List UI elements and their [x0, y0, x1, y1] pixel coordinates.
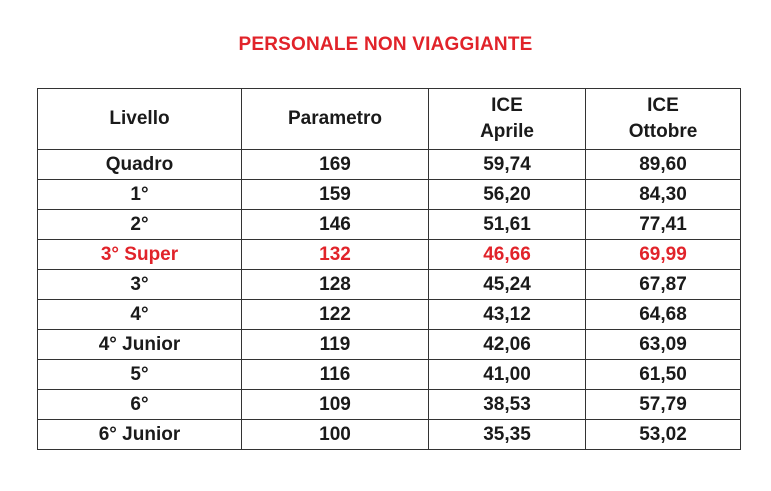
cell-ice-aprile: 59,74 — [429, 150, 586, 180]
cell-parametro: 159 — [242, 180, 429, 210]
cell-parametro: 109 — [242, 390, 429, 420]
header-ice-ottobre — [586, 89, 741, 150]
cell-livello: 2° — [38, 210, 242, 240]
cell-ice-ottobre: 57,79 — [586, 390, 741, 420]
header-livello — [38, 89, 242, 150]
header-parametro-label: Parametro — [288, 108, 382, 129]
cell-ice-aprile: 46,66 — [429, 240, 586, 270]
cell-ice-ottobre: 67,87 — [586, 270, 741, 300]
cell-livello: 1° — [38, 180, 242, 210]
header-ice-ottobre-line2: Ottobre — [628, 121, 698, 142]
header-ice-aprile-line1: ICE — [491, 95, 523, 116]
table-row — [38, 150, 741, 180]
cell-ice-aprile: 42,06 — [429, 330, 586, 360]
cell-livello: 4° Junior — [38, 330, 242, 360]
table-row — [38, 180, 741, 210]
table-header-row — [38, 89, 741, 150]
cell-ice-aprile: 43,12 — [429, 300, 586, 330]
cell-livello: 3° Super — [38, 240, 242, 270]
header-parametro — [242, 89, 429, 150]
page-title: PERSONALE NON VIAGGIANTE — [238, 34, 533, 55]
cell-ice-aprile: 45,24 — [429, 270, 586, 300]
cell-livello: 5° — [38, 360, 242, 390]
cell-parametro: 132 — [242, 240, 429, 270]
table-row — [38, 420, 741, 450]
table-row — [38, 270, 741, 300]
cell-livello: Quadro — [38, 150, 242, 180]
cell-ice-ottobre: 61,50 — [586, 360, 741, 390]
header-livello-label: Livello — [109, 108, 170, 129]
cell-livello: 6° — [38, 390, 242, 420]
salary-table — [37, 88, 741, 450]
cell-ice-aprile: 56,20 — [429, 180, 586, 210]
cell-parametro: 122 — [242, 300, 429, 330]
cell-parametro: 119 — [242, 330, 429, 360]
table-body — [38, 150, 741, 450]
cell-ice-ottobre: 63,09 — [586, 330, 741, 360]
table-row — [38, 330, 741, 360]
cell-ice-aprile: 35,35 — [429, 420, 586, 450]
table-row — [38, 360, 741, 390]
header-ice-aprile-line2: Aprile — [480, 121, 534, 142]
cell-parametro: 116 — [242, 360, 429, 390]
cell-ice-ottobre: 89,60 — [586, 150, 741, 180]
cell-ice-ottobre: 53,02 — [586, 420, 741, 450]
cell-ice-ottobre: 64,68 — [586, 300, 741, 330]
cell-parametro: 169 — [242, 150, 429, 180]
table-row — [38, 390, 741, 420]
cell-livello: 4° — [38, 300, 242, 330]
cell-ice-ottobre: 77,41 — [586, 210, 741, 240]
cell-ice-ottobre: 69,99 — [586, 240, 741, 270]
header-ice-ottobre-line1: ICE — [647, 95, 679, 116]
cell-parametro: 128 — [242, 270, 429, 300]
cell-parametro: 146 — [242, 210, 429, 240]
table-row — [38, 300, 741, 330]
header-ice-aprile — [429, 89, 586, 150]
table-row — [38, 210, 741, 240]
cell-livello: 3° — [38, 270, 242, 300]
cell-ice-aprile: 41,00 — [429, 360, 586, 390]
cell-ice-ottobre: 84,30 — [586, 180, 741, 210]
cell-livello: 6° Junior — [38, 420, 242, 450]
table-row — [38, 240, 741, 270]
cell-parametro: 100 — [242, 420, 429, 450]
cell-ice-aprile: 38,53 — [429, 390, 586, 420]
cell-ice-aprile: 51,61 — [429, 210, 586, 240]
